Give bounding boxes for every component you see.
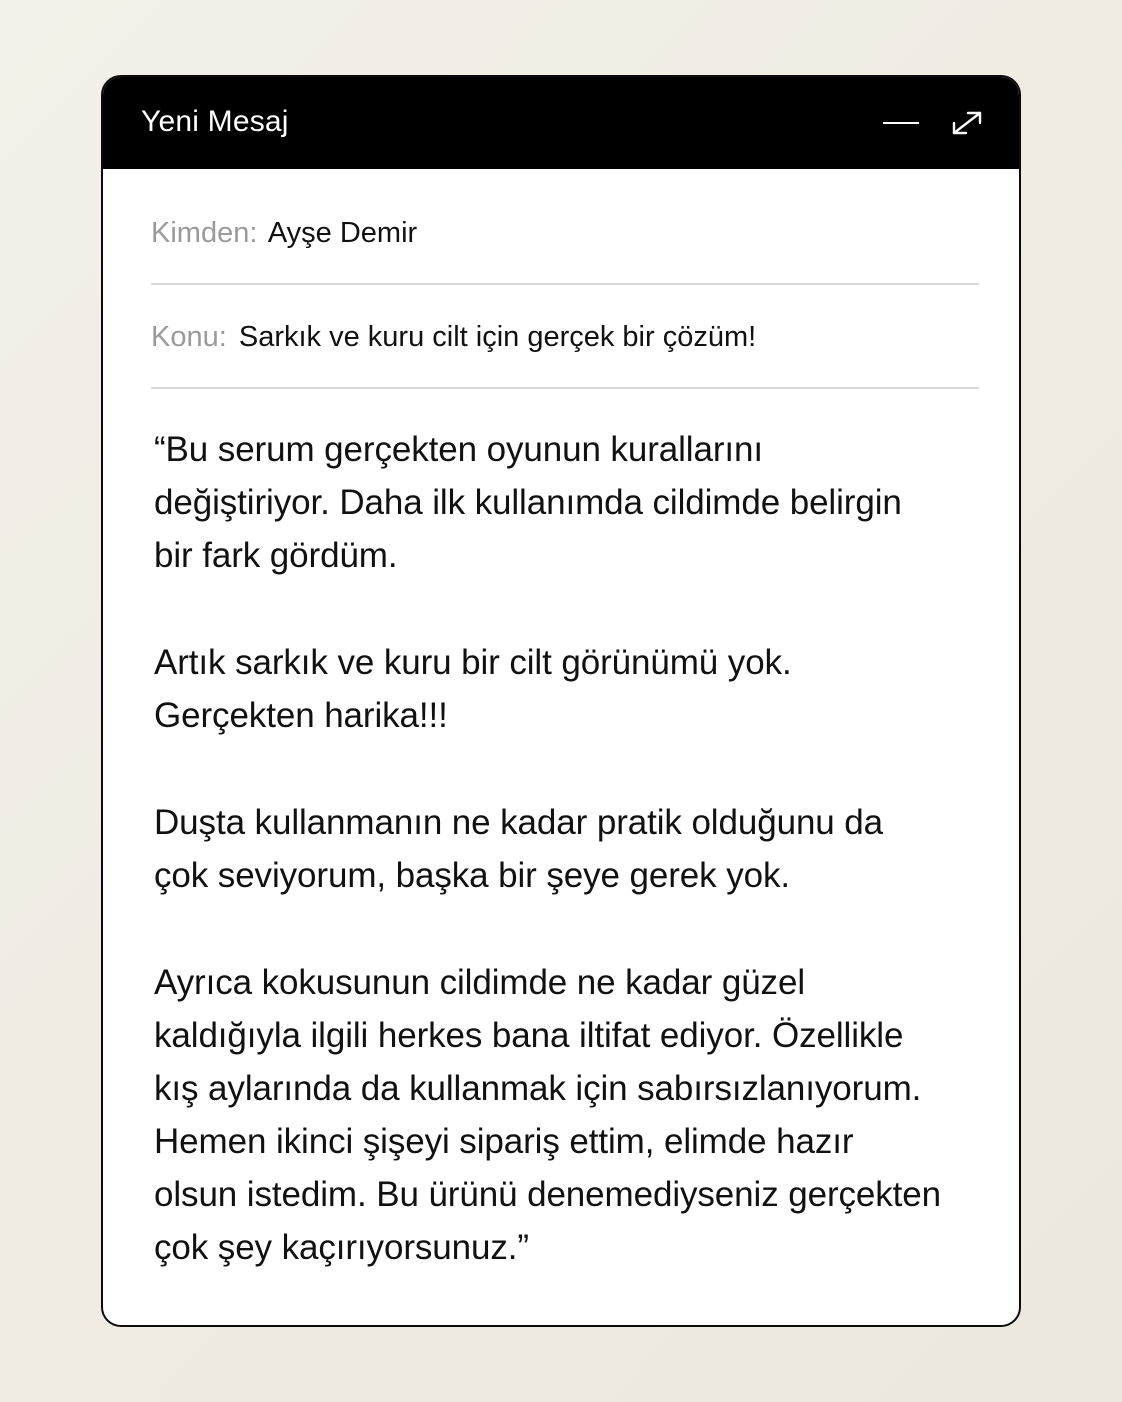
header-divider-subject bbox=[151, 387, 979, 389]
window-title: Yeni Mesaj bbox=[141, 105, 289, 138]
message-body[interactable] bbox=[154, 423, 999, 1274]
minimize-icon bbox=[883, 122, 919, 124]
message-paragraph: Artık sarkık ve kuru bir cilt görünümü yok. Gerçekten harika!!! bbox=[154, 643, 792, 735]
window-titlebar bbox=[103, 77, 1019, 169]
message-paragraph: “Bu serum gerçekten oyunun kurallarını değiştiriyor. Daha ilk kullanımda cildimde belirgin bir fark gördüm. bbox=[154, 430, 902, 575]
new-message-window bbox=[101, 75, 1021, 1327]
subject-value: Sarkık ve kuru cilt için gerçek bir çözüm! bbox=[238, 321, 757, 353]
minimize-button[interactable] bbox=[879, 99, 923, 147]
from-label: Kimden: bbox=[151, 217, 258, 249]
subject-field[interactable] bbox=[151, 315, 979, 359]
sender-name: Ayşe Demir bbox=[267, 217, 418, 249]
message-paragraph: Duşta kullanmanın ne kadar pratik olduğunu da çok seviyorum, başka bir şeye gerek yok. bbox=[154, 803, 884, 895]
header-divider-from bbox=[151, 283, 979, 285]
message-paragraph: Ayrıca kokusunun cildimde ne kadar güzel kaldığıyla ilgili herkes bana iltifat ediyor. Özellikle kış aylarında da kullanmak için sabırsızlanıyorum. Hemen ikinci şişeyi sipariş ettim, elimde hazır olsun istedim. Bu ürünü denemediyseniz gerçekten çok şey kaçırıyorsunuz.” bbox=[154, 963, 942, 1267]
subject-label: Konu: bbox=[151, 321, 227, 353]
expand-icon bbox=[948, 107, 986, 139]
from-field[interactable] bbox=[151, 211, 979, 255]
expand-button[interactable] bbox=[945, 99, 989, 147]
